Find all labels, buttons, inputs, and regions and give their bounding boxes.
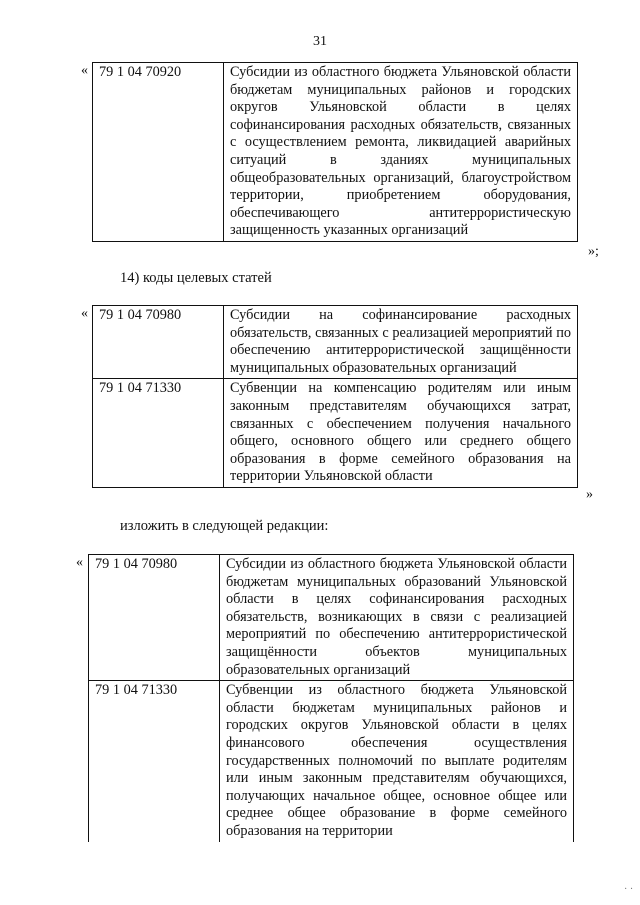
item-14-heading: 14) коды целевых статей: [120, 270, 272, 286]
code-cell: 79 1 04 71330: [93, 379, 224, 488]
code-cell: 79 1 04 70980: [89, 555, 220, 681]
corner-mark: · ·: [624, 884, 634, 895]
page-number: 31: [313, 34, 327, 49]
description-cell: Субвенции из областного бюджета Ульяновской области бюджетам муниципальных районов и городских округов Ульяновской области в целях финансового обеспечения осуществления государственных полномочий по выплате родителям или иным законным представителям обучающихся, получающих начальное общее, основное общее или среднее общее образование в форме семейного образования на территории: [220, 681, 574, 842]
table-row: [89, 681, 574, 842]
description-cell: Субсидии из областного бюджета Ульяновской области бюджетам муниципальных районов и городских округов Ульяновской области в целях софинансирования расходных обязательств, связанных с осуществлением ремонта, ликвидацией аварийных ситуаций в зданиях муниципальных общеобразовательных организаций, благоустройством территории, приобретением оборудования, обеспечивающего антитеррористическую защищенность указанных организаций: [224, 63, 578, 242]
close-quote-semicolon: »;: [588, 244, 599, 259]
code-cell: 79 1 04 70920: [93, 63, 224, 242]
table-row: [93, 379, 578, 488]
close-quote: »: [586, 487, 593, 502]
open-quote: «: [81, 306, 88, 321]
target-articles-table-3: [88, 554, 574, 842]
target-articles-table-2: [92, 305, 578, 488]
description-cell: Субсидии из областного бюджета Ульяновской области бюджетам муниципальных образований Ульяновской области в целях софинансирования расходных обязательств, возникающих в связи с реализацией мероприятий по обеспечению антитеррористической защищённости объектов муниципальных образовательных организаций: [220, 555, 574, 681]
target-articles-table-1: [92, 62, 578, 242]
open-quote: «: [76, 555, 83, 570]
description-cell: Субсидии на софинансирование расходных обязательств, связанных с реализацией мероприятий по обеспечению антитеррористической защищённости муниципальных образовательных организаций: [224, 306, 578, 379]
new-edition-text: изложить в следующей редакции:: [120, 518, 329, 534]
table-row: [89, 555, 574, 681]
table-row: [93, 306, 578, 379]
open-quote: «: [81, 63, 88, 78]
code-cell: 79 1 04 70980: [93, 306, 224, 379]
code-cell: 79 1 04 71330: [89, 681, 220, 842]
description-cell: Субвенции на компенсацию родителям или иным законным представителям обучающихся затрат, связанных с обеспечением получения начального общего, основного общего или среднего общего образования в форме семейного образования на территории Ульяновской области: [224, 379, 578, 488]
table-row: [93, 63, 578, 242]
